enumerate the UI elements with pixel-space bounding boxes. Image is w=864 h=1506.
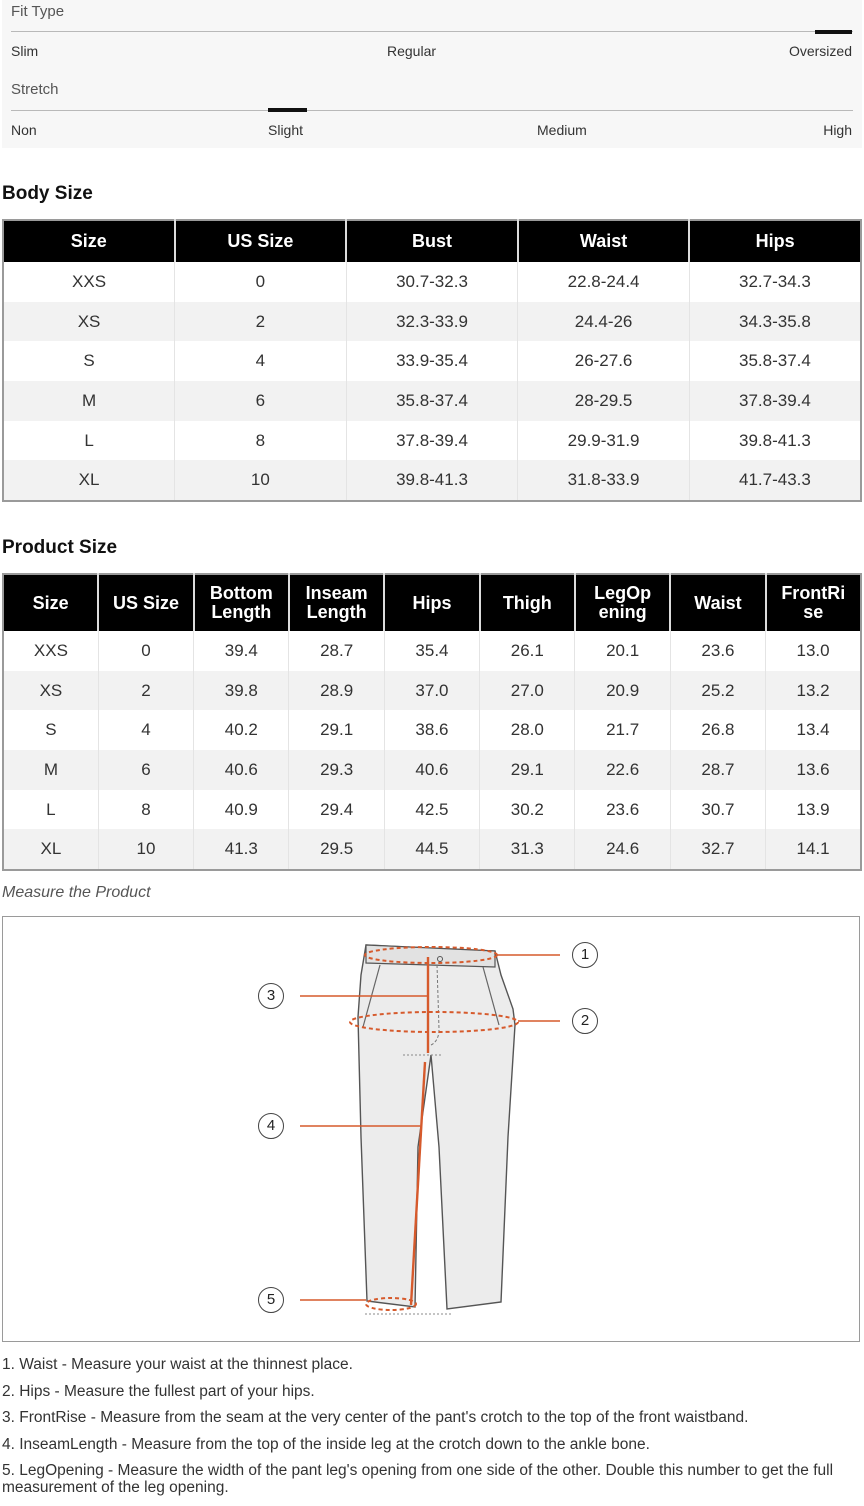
pants-illustration (3, 917, 859, 1341)
product-header-cell (766, 574, 861, 631)
stretch-selected-marker (268, 108, 307, 112)
table-cell: 22.8-24.4 (518, 262, 690, 302)
fit-type-option-regular: Regular (387, 43, 437, 59)
table-cell: XL (3, 829, 98, 870)
stretch-option-slight: Slight (268, 122, 304, 138)
header-us-size: US Size (175, 220, 347, 262)
table-cell: 35.8-37.4 (346, 381, 518, 421)
table-cell: 10 (175, 460, 347, 501)
table-cell: 20.9 (575, 671, 670, 711)
table-cell: 39.8 (194, 671, 289, 711)
note-hips: 2. Hips - Measure the fullest part of your hips. (2, 1382, 315, 1400)
header-text-line: se (803, 602, 824, 622)
product-size-table (2, 573, 862, 871)
header-text-line: Bottom (209, 583, 273, 603)
table-cell: 13.4 (796, 720, 830, 740)
table-row (3, 381, 861, 421)
header-text-line: FrontRi (781, 583, 846, 603)
table-cell: 39.4 (194, 631, 289, 671)
table-cell: 6 (175, 381, 347, 421)
header-text-line: US Size (112, 592, 179, 613)
header-text-line: Thigh (502, 592, 552, 613)
stretch-option-high: High (823, 122, 852, 138)
table-cell: XS (3, 671, 98, 711)
product-header-cell (575, 574, 670, 631)
product-header-cell (98, 574, 193, 631)
table-cell: 32.3-33.9 (346, 302, 518, 342)
table-cell: 37.8-39.4 (346, 421, 518, 461)
fit-type-track (11, 31, 853, 32)
table-cell: 26-27.6 (518, 341, 690, 381)
table-row (3, 671, 861, 711)
table-cell: 21.7 (575, 710, 670, 750)
table-cell: 31.3 (480, 829, 575, 870)
measure-figure (2, 916, 860, 1342)
fit-type-title: Fit Type (11, 3, 65, 20)
header-bust: Bust (346, 220, 518, 262)
table-cell: 35.4 (384, 631, 479, 671)
table-row (3, 710, 861, 750)
table-cell: XL (3, 460, 175, 501)
table-cell: 8 (175, 421, 347, 461)
table-cell: 6 (98, 750, 193, 790)
stretch-title: Stretch (11, 81, 59, 98)
table-cell: 37.8-39.4 (689, 381, 861, 421)
table-cell: 23.6 (575, 790, 670, 830)
table-cell: S (3, 341, 175, 381)
table-cell: 20.1 (575, 631, 670, 671)
table-cell: 24.6 (575, 829, 670, 870)
product-header-cell (480, 574, 575, 631)
table-cell: 30.7 (670, 790, 765, 830)
measure-caption: Measure the Product (2, 884, 151, 901)
callout-1: 1 (572, 942, 598, 968)
callout-4: 4 (258, 1113, 284, 1139)
table-cell: S (3, 710, 98, 750)
table-row (3, 262, 861, 302)
table-cell: 25.2 (670, 671, 765, 711)
table-row (3, 302, 861, 342)
table-cell: 29.4 (289, 790, 384, 830)
table-cell: M (3, 750, 98, 790)
table-cell: 28-29.5 (518, 381, 690, 421)
table-cell: 40.2 (194, 710, 289, 750)
note-inseam-length: 4. InseamLength - Measure from the top of the inside leg at the crotch down to the ankle bone. (2, 1435, 650, 1453)
table-cell: 14.1 (766, 829, 861, 870)
header-hips: Hips (689, 220, 861, 262)
table-cell: 4 (98, 710, 193, 750)
table-cell: 4 (175, 341, 347, 381)
product-header-cell (670, 574, 765, 631)
table-cell: 22.6 (575, 750, 670, 790)
table-cell: 40.6 (384, 750, 479, 790)
header-text-line: Length (211, 602, 272, 622)
callout-2: 2 (572, 1008, 598, 1034)
table-row (3, 750, 861, 790)
fit-panel (2, 0, 862, 148)
header-size: Size (3, 220, 175, 262)
header-text-line: Length (306, 602, 367, 622)
table-cell: 29.9-31.9 (518, 421, 690, 461)
header-text-line: LegOp (594, 583, 652, 603)
body-size-table (2, 219, 862, 502)
header-text-line: Inseam (305, 583, 368, 603)
product-header-cell (194, 574, 289, 631)
table-cell: 13.6 (766, 750, 861, 790)
header-text-line: Hips (412, 592, 452, 613)
table-row (3, 631, 861, 671)
table-cell: 13.0 (796, 640, 830, 660)
table-cell: 28.7 (670, 750, 765, 790)
table-cell: 10 (98, 829, 193, 870)
header-text-line: Waist (694, 592, 742, 613)
table-cell: 13.9 (796, 799, 830, 819)
table-cell: 0 (175, 262, 347, 302)
table-cell: 42.5 (384, 790, 479, 830)
table-cell: 38.6 (384, 710, 479, 750)
header-text-line: Size (32, 592, 69, 613)
table-cell: 26.8 (670, 710, 765, 750)
callout-5: 5 (258, 1287, 284, 1313)
table-cell: 0 (98, 631, 193, 671)
table-cell: 40.6 (194, 750, 289, 790)
table-row (3, 790, 861, 830)
callout-3: 3 (258, 983, 284, 1009)
fit-type-option-slim: Slim (11, 43, 39, 59)
header-text-line: ening (598, 602, 647, 622)
table-cell: 32.7-34.3 (739, 271, 811, 291)
table-row (3, 421, 861, 461)
product-header-cell (3, 574, 98, 631)
table-cell: XXS (3, 631, 98, 671)
table-cell: 41.3 (194, 829, 289, 870)
table-row (3, 460, 861, 501)
table-cell: 30.7-32.3 (346, 262, 518, 302)
table-cell: 29.3 (289, 750, 384, 790)
table-row (3, 829, 861, 870)
product-size-header-row (3, 574, 861, 631)
stretch-option-medium: Medium (537, 122, 587, 138)
fit-type-selected-marker (815, 30, 852, 34)
table-cell: L (3, 790, 98, 830)
table-cell: 29.5 (289, 829, 384, 870)
table-cell: 35.8-37.4 (739, 351, 811, 371)
table-cell: XXS (3, 262, 175, 302)
body-size-header-row (3, 220, 861, 262)
note-waist: 1. Waist - Measure your waist at the thinnest place. (2, 1356, 353, 1373)
note-leg-opening: 5. LegOpening - Measure the width of the pant leg's opening from one side of the other. Double this number to get the full measurement of the leg opening. (2, 1462, 834, 1496)
table-cell: 23.6 (670, 631, 765, 671)
product-size-title: Product Size (2, 537, 118, 558)
table-row (3, 341, 861, 381)
table-cell: 24.4-26 (518, 302, 690, 342)
table-cell: 26.1 (480, 631, 575, 671)
table-cell: 33.9-35.4 (346, 341, 518, 381)
table-cell: 2 (98, 671, 193, 711)
table-cell: 28.7 (289, 631, 384, 671)
table-cell: 37.0 (384, 671, 479, 711)
table-cell: 28.9 (289, 671, 384, 711)
table-cell: 13.2 (766, 671, 861, 711)
header-waist: Waist (518, 220, 690, 262)
note-front-rise: 3. FrontRise - Measure from the seam at the very center of the pant's crotch to the top of the front waistband. (2, 1409, 749, 1426)
table-cell: 32.7 (670, 829, 765, 870)
measure-notes (2, 1356, 850, 1506)
table-cell: 8 (98, 790, 193, 830)
product-header-cell (289, 574, 384, 631)
table-cell: XS (3, 302, 175, 342)
table-cell: 39.8-41.3 (346, 460, 518, 501)
table-cell: 44.5 (384, 829, 479, 870)
table-cell: M (3, 381, 175, 421)
table-cell: 40.9 (194, 790, 289, 830)
table-cell: 39.8-41.3 (739, 430, 811, 450)
table-cell: 27.0 (480, 671, 575, 711)
table-cell: 29.1 (289, 710, 384, 750)
table-cell: 30.2 (480, 790, 575, 830)
table-cell: L (3, 421, 175, 461)
table-cell: 31.8-33.9 (518, 460, 690, 501)
stretch-track (11, 110, 853, 111)
table-cell: 2 (175, 302, 347, 342)
table-cell: 29.1 (480, 750, 575, 790)
product-header-cell (384, 574, 479, 631)
fit-type-option-oversized: Oversized (788, 43, 852, 59)
table-cell: 34.3-35.8 (689, 302, 861, 342)
table-cell: 28.0 (480, 710, 575, 750)
body-size-title: Body Size (2, 183, 93, 204)
stretch-option-non: Non (11, 122, 37, 138)
table-cell: 41.7-43.3 (689, 460, 861, 501)
